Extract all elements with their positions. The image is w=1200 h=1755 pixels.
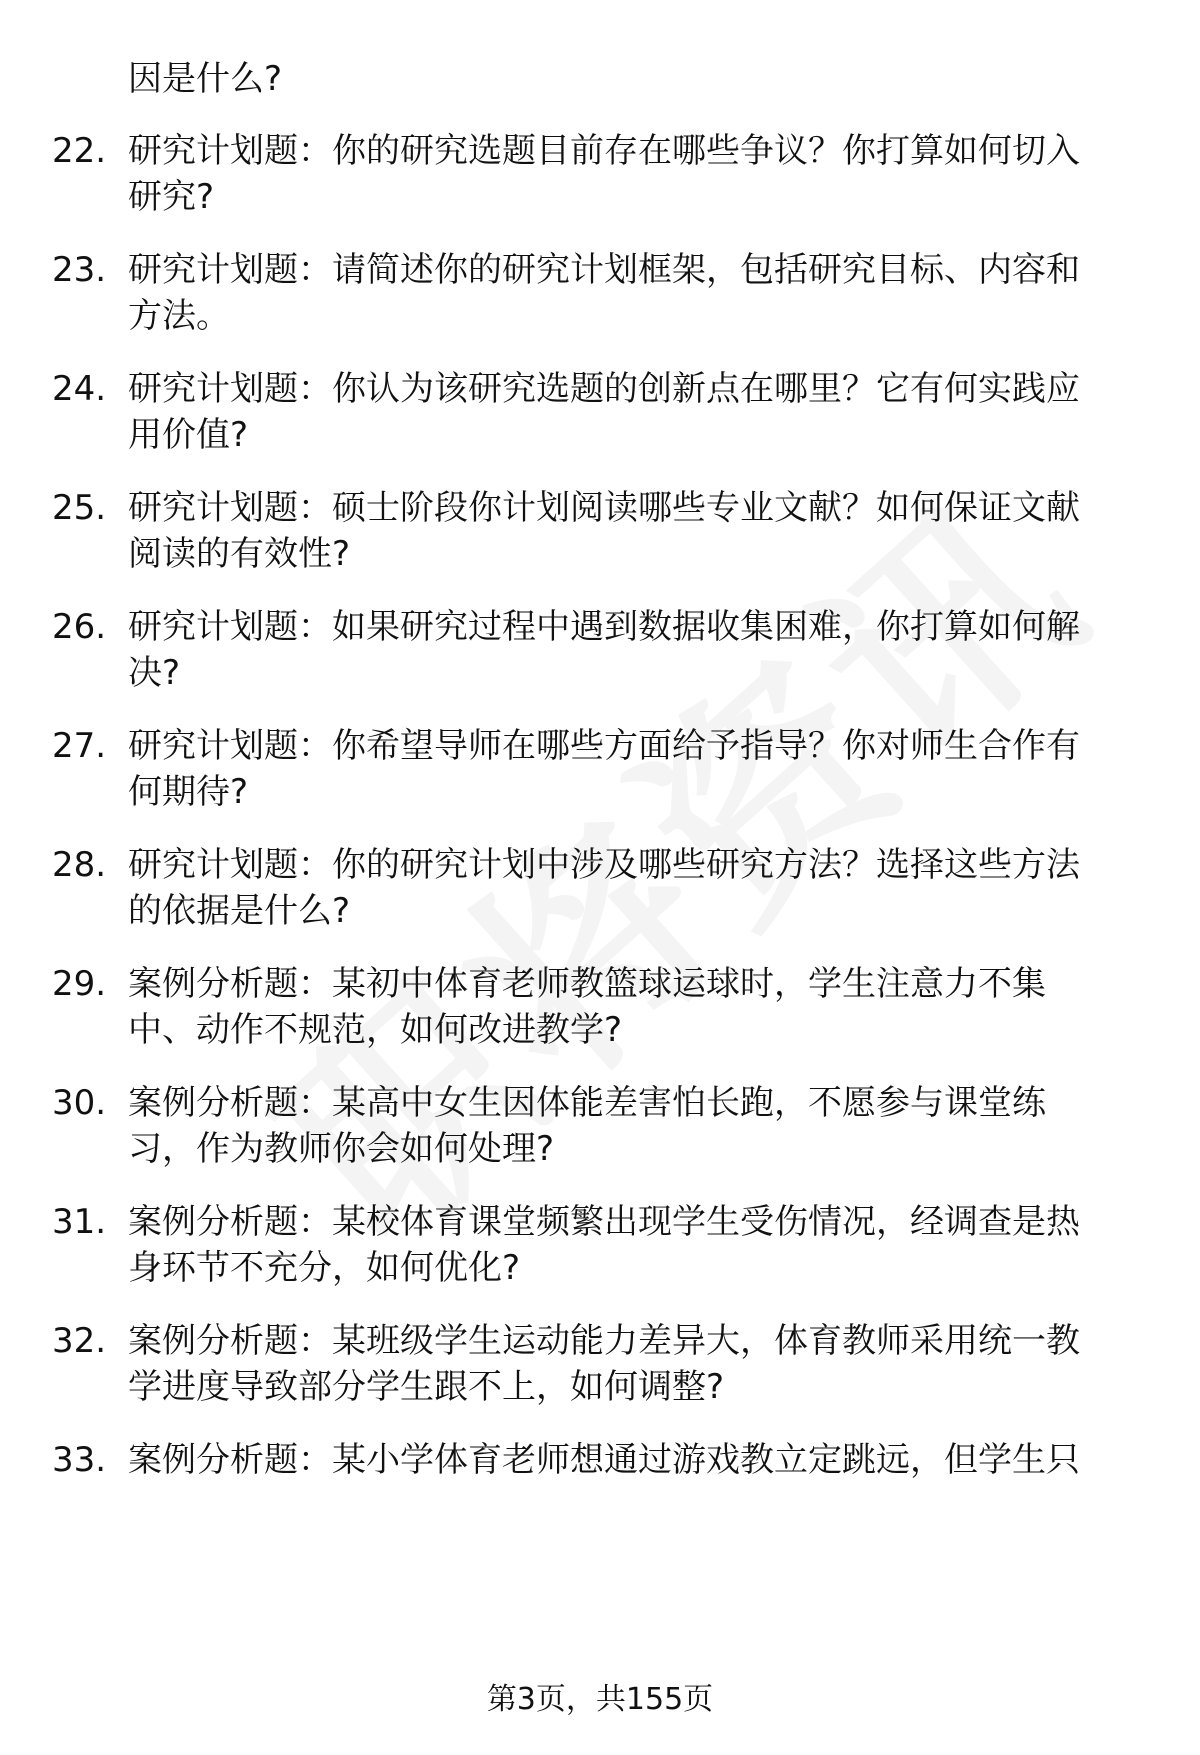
question-number: 23.: [52, 250, 107, 290]
question-number: 32.: [52, 1321, 107, 1361]
question-number: 25.: [52, 488, 107, 528]
question-number: 24.: [52, 369, 107, 409]
page-number-footer: 第3页，共155页: [486, 1682, 714, 1717]
question-text: 研究计划题：你的研究选题目前存在哪些争议？你打算如何切入 研究?: [128, 131, 1080, 217]
question-text: 研究计划题：你希望导师在哪些方面给予指导？你对师生合作有 何期待?: [128, 726, 1080, 812]
question-text: 案例分析题：某初中体育老师教篮球运球时，学生注意力不集 中、动作不规范，如何改进教学?: [128, 964, 1046, 1050]
question-number: 26.: [52, 607, 107, 647]
question-number: 33.: [52, 1440, 107, 1480]
question-number: 22.: [52, 131, 107, 171]
question-text: 研究计划题：硕士阶段你计划阅读哪些专业文献？如何保证文献 阅读的有效性?: [128, 488, 1080, 574]
question-text: 案例分析题：某校体育课堂频繁出现学生受伤情况，经调查是热 身环节不充分，如何优化?: [128, 1202, 1080, 1288]
question-text: 案例分析题：某高中女生因体能差害怕长跑，不愿参与课堂练 习，作为教师你会如何处理?: [128, 1083, 1046, 1169]
question-number: 27.: [52, 726, 107, 766]
question-text: 研究计划题：如果研究过程中遇到数据收集困难，你打算如何解 决?: [128, 607, 1080, 693]
question-number: 29.: [52, 964, 107, 1004]
question-number: 31.: [52, 1202, 107, 1242]
continuation-text: 因是什么?: [128, 59, 283, 99]
question-text: 研究计划题：请简述你的研究计划框架，包括研究目标、内容和 方法。: [128, 250, 1080, 336]
question-text: 案例分析题：某小学体育老师想通过游戏教立定跳远，但学生只: [128, 1440, 1080, 1480]
question-text: 研究计划题：你认为该研究选题的创新点在哪里？它有何实践应 用价值?: [128, 369, 1080, 455]
question-number: 30.: [52, 1083, 107, 1123]
question-number: 28.: [52, 845, 107, 885]
question-text: 研究计划题：你的研究计划中涉及哪些研究方法？选择这些方法 的依据是什么?: [128, 845, 1080, 931]
question-text: 案例分析题：某班级学生运动能力差异大，体育教师采用统一教 学进度导致部分学生跟不上，如何调整?: [128, 1321, 1080, 1407]
